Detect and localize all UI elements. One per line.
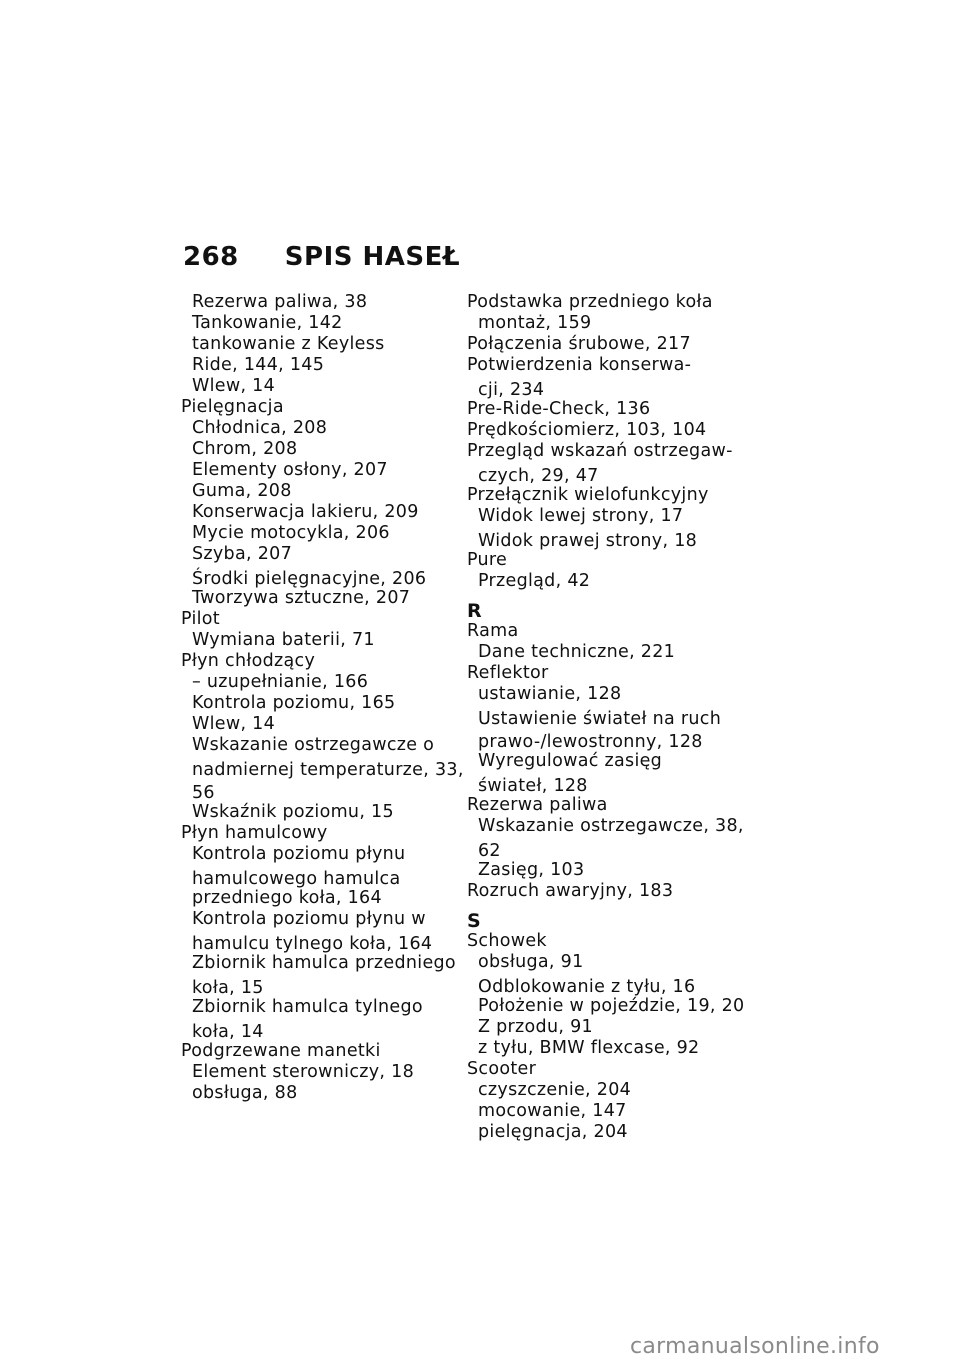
index-subentry: tankowanie z Keyless	[192, 334, 385, 354]
index-subentry: Widok lewej strony, 17	[478, 506, 684, 526]
index-subentry: Kontrola poziomu płynu w	[192, 909, 426, 929]
index-subentry: Szyba, 207	[192, 544, 293, 564]
index-subentry: Przegląd, 42	[478, 571, 591, 591]
index-entry: Płyn chłodzący	[181, 651, 316, 671]
index-subentry: Z przodu, 91	[478, 1017, 593, 1037]
index-subentry: pielęgnacja, 204	[478, 1122, 628, 1142]
index-subentry: przedniego koła, 164	[192, 888, 382, 908]
index-subentry: obsługa, 91	[478, 952, 584, 972]
index-subentry: Chłodnica, 208	[192, 418, 328, 438]
index-subentry: 62	[478, 841, 501, 861]
section-spacer	[467, 902, 757, 911]
index-subentry: czych, 29, 47	[478, 466, 599, 486]
index-entry: Przełącznik wielofunkcyjny	[467, 485, 709, 505]
index-subentry: Wskaźnik poziomu, 15	[192, 802, 394, 822]
index-subentry: 56	[192, 783, 215, 803]
index-entry: Podgrzewane manetki	[181, 1041, 381, 1061]
index-subentry: Ustawienie świateł na ruch	[478, 709, 722, 729]
index-entry: Schowek	[467, 931, 547, 951]
index-entry: Pre-Ride-Check, 136	[467, 399, 651, 419]
index-subentry: Chrom, 208	[192, 439, 298, 459]
index-subentry: mocowanie, 147	[478, 1101, 627, 1121]
index-subentry: Kontrola poziomu, 165	[192, 693, 396, 713]
index-entry: Prędkościomierz, 103, 104	[467, 420, 707, 440]
index-subentry: Wskazanie ostrzegawcze, 38,	[478, 816, 744, 836]
index-entry: Pilot	[181, 609, 220, 629]
page-number: 268	[183, 242, 239, 272]
index-entry: Pielęgnacja	[181, 397, 284, 417]
index-subentry: świateł, 128	[478, 776, 588, 796]
index-entry: Reflektor	[467, 663, 549, 683]
index-subentry: Położenie w pojeździe, 19, 20	[478, 996, 745, 1016]
index-subentry: Wyregulować zasięg	[478, 751, 663, 771]
index-subentry: czyszczenie, 204	[478, 1080, 632, 1100]
index-column-right	[467, 292, 757, 1143]
index-entry: Scooter	[467, 1059, 537, 1079]
index-subentry: Zbiornik hamulca przedniego	[192, 953, 456, 973]
index-subentry: Mycie motocykla, 206	[192, 523, 390, 543]
index-subentry: Konserwacja lakieru, 209	[192, 502, 419, 522]
index-subentry: nadmiernej temperaturze, 33,	[192, 760, 464, 780]
index-entry: Płyn hamulcowy	[181, 823, 328, 843]
index-subentry: hamulcowego hamulca	[192, 869, 401, 889]
index-subentry: montaż, 159	[478, 313, 592, 333]
page-title: SPIS HASEŁ	[284, 242, 461, 272]
index-subentry: Ride, 144, 145	[192, 355, 325, 375]
index-subentry: koła, 14	[192, 1022, 264, 1042]
index-subentry: hamulcu tylnego koła, 164	[192, 934, 433, 954]
index-subentry: cji, 234	[478, 380, 545, 400]
index-subentry: Środki pielęgnacyjne, 206	[192, 569, 427, 589]
index-subentry: Wskazanie ostrzegawcze o	[192, 735, 435, 755]
index-subentry: ustawianie, 128	[478, 684, 622, 704]
index-subentry: obsługa, 88	[192, 1083, 298, 1103]
index-subentry: Zbiornik hamulca tylnego	[192, 997, 423, 1017]
index-entry: Rezerwa paliwa	[467, 795, 608, 815]
index-subentry: prawo-/lewostronny, 128	[478, 732, 703, 752]
index-subentry: Elementy osłony, 207	[192, 460, 388, 480]
index-column-left	[181, 292, 464, 1104]
section-letter: R	[467, 600, 482, 622]
index-subentry: Element sterowniczy, 18	[192, 1062, 415, 1082]
index-subentry: Dane techniczne, 221	[478, 642, 676, 662]
index-entry: Rozruch awaryjny, 183	[467, 881, 674, 901]
index-subentry: koła, 15	[192, 978, 264, 998]
index-subentry: Wymiana baterii, 71	[192, 630, 375, 650]
section-letter: S	[467, 910, 481, 932]
section-spacer	[467, 592, 757, 601]
index-subentry: Guma, 208	[192, 481, 292, 501]
index-subentry: Tworzywa sztuczne, 207	[192, 588, 411, 608]
index-subentry: Kontrola poziomu płynu	[192, 844, 406, 864]
index-entry: Potwierdzenia konserwa-	[467, 355, 692, 375]
page-header	[183, 242, 460, 272]
index-subentry: Widok prawej strony, 18	[478, 531, 698, 551]
index-entry: Podstawka przedniego koła	[467, 292, 713, 312]
index-subentry: Tankowanie, 142	[192, 313, 343, 333]
watermark-text: carmanualsonline.info	[630, 1334, 880, 1359]
index-entry: Połączenia śrubowe, 217	[467, 334, 691, 354]
index-entry: Rama	[467, 621, 519, 641]
index-entry: Przegląd wskazań ostrzegaw-	[467, 441, 733, 461]
index-subentry: z tyłu, BMW flexcase, 92	[478, 1038, 700, 1058]
index-subentry: Rezerwa paliwa, 38	[192, 292, 368, 312]
index-subentry: Wlew, 14	[192, 714, 276, 734]
index-entry: Pure	[467, 550, 508, 570]
index-subentry: Wlew, 14	[192, 376, 276, 396]
index-subentry: Zasięg, 103	[478, 860, 585, 880]
index-subentry: Odblokowanie z tyłu, 16	[478, 977, 696, 997]
index-subentry: – uzupełnianie, 166	[192, 672, 369, 692]
